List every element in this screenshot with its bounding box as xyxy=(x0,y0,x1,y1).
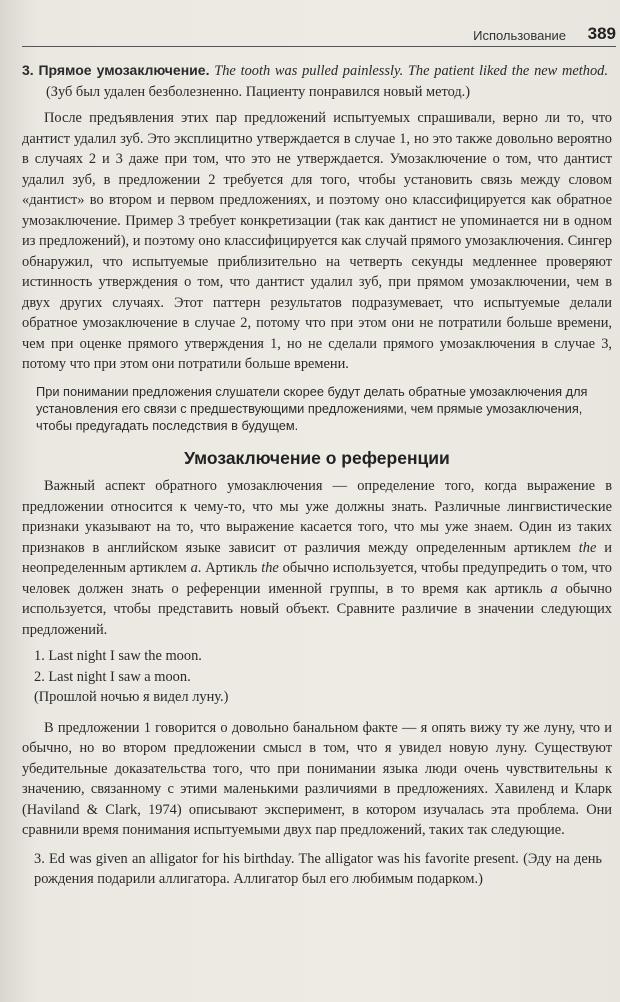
para2-text-1: Важный аспект обратного умозаключения — определение того, когда выражение в предложении относится к чему-то, что мы уже должны знать. Различные лингвистические признаки указывают на то, что выражение касается того, что мы уже знаем. Один из таких признаков в английском языке зависит от различия между определенным артиклем xyxy=(22,478,612,556)
example-3: 3. Ed was given an alligator for his birthday. The alligator was his favorite present. (Эду на день рождения подарили аллигатора. Аллигатор был его любимым подарком.) xyxy=(34,850,602,887)
article-the: the xyxy=(578,539,597,556)
para2-text-2: и неопределенным артиклем xyxy=(22,539,612,576)
item-number: 3. xyxy=(22,62,34,78)
example-2-gloss: (Прошлой ночью я видел луну.) xyxy=(34,689,229,705)
example-1: 1. Last night I saw the moon. xyxy=(34,648,202,664)
para2-text-5: обычно используется, чтобы представить новый объект. Сравните различие в значении следующих предложений. xyxy=(22,580,612,638)
article-a-2: a xyxy=(550,580,558,597)
para2-text-4: обычно используется, чтобы предупредить о том, что человек должен знать о референции именной группы, в то время как артикль xyxy=(22,560,612,597)
item-english-text: The tooth was pulled painlessly. The patient liked the new method. xyxy=(214,63,608,79)
item-label: Прямое умозаключение. xyxy=(38,62,210,78)
item-gloss: (Зуб был удален безболезненно. Пациенту понравился новый метод.) xyxy=(46,83,471,100)
page-header xyxy=(22,26,616,47)
article-the-2: the xyxy=(261,560,279,576)
section-heading: Умозаключение о референции xyxy=(184,447,450,468)
running-title: Использование xyxy=(473,28,566,43)
page-content xyxy=(22,60,612,890)
list-item-direct-inference xyxy=(22,60,612,102)
body-paragraph-2 xyxy=(22,476,612,640)
para2-text-3: . Артикль xyxy=(197,560,262,576)
summary-box: При понимании предложения слушатели скорее будут делать обратные умозаключения для установления его связи с предшествующими предложениями, чем прямые умозаключения, чтобы предугадать последствия в будущем. xyxy=(36,383,588,433)
example-2: 2. Last night I saw a moon. xyxy=(34,668,191,685)
body-paragraph-3: В предложении 1 говорится о довольно банальном факте — я опять вижу ту же луну, что и обычно, но во втором предложении смысл в том, что я увидел новую луну. Существуют убедительные доказательства того, что при понимании языка люди очень чувствительны к значению, связанному с этими маленькими различиями в предложениях. Хавиленд и Кларк (Haviland & Clark, 1974) описывают эксперимент, в котором изучалась эта проблема. Они сравнили время понимания испытуемыми двух пар предложений, таких так следующие. xyxy=(22,719,612,838)
article-a: a xyxy=(190,560,198,576)
body-paragraph-1: После предъявления этих пар предложений испытуемых спрашивали, верно ли то, что дантист удалил зуб. Это эксплицитно утверждается в случае 1, но это также довольно вероятно в случаях 2 и 3 даже при том, что это не утверждается. Умозаключение о том, что дантист удалил зуб, в предложении 2 требуется для того, чтобы установить связь между словом «дантист» во втором и первом предложениях, и поэтому оно классифицируется как обратное умозаключение. Пример 3 требует конкретизации (так как дантист не упоминается ни в одном из предложений), и поэтому оно классифицируется как случай прямого умозаключения. Сингер обнаружил, что испытуемые приблизительно на четверть секунды медленнее проверяют истинность утверждения о том, что дантист удалил зуб, при прямом умозаключении, чем в двух других случаях. Этот паттерн результатов подразумевает, что испытуемые делали обратное умозаключение в случае 2, потому что при этом они не потратили больше времени, чем при оценке прямого утверждения 1, но не сделали прямого умозаключения в случае 3, потому что при этом они потратили больше времени. xyxy=(22,110,612,372)
page-number: 389 xyxy=(587,24,616,43)
